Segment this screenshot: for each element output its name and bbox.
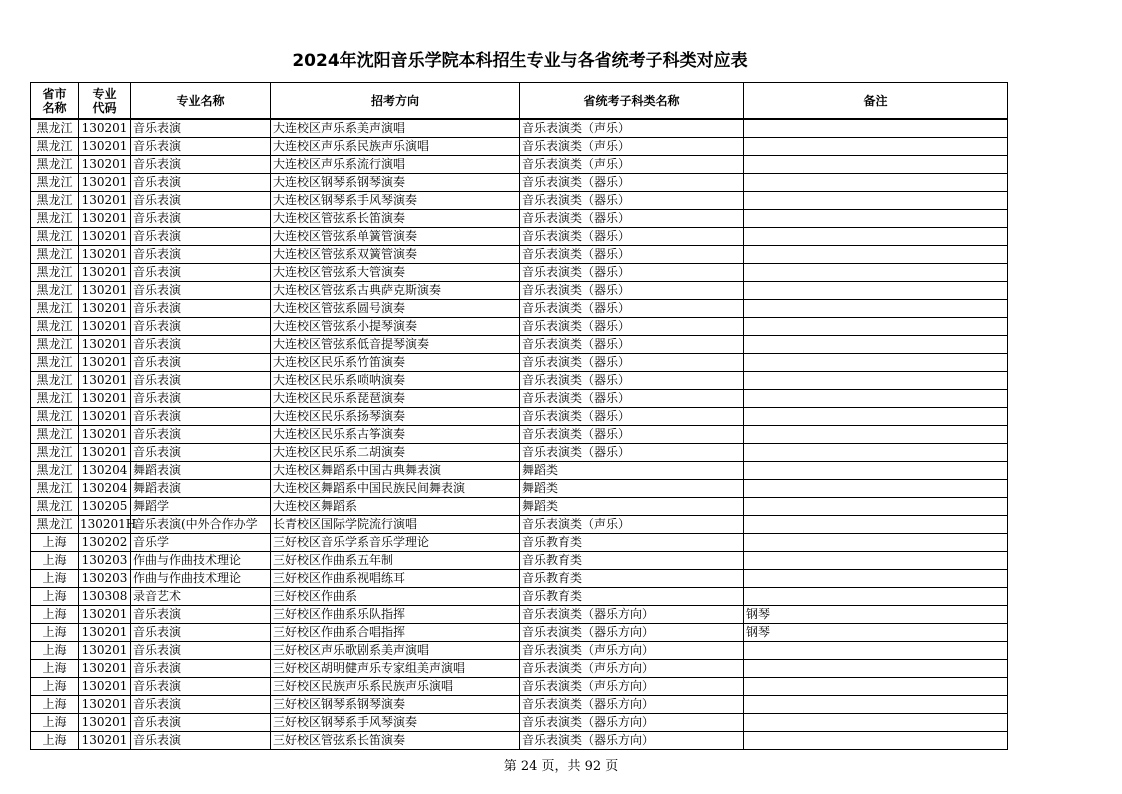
subject-cell: 音乐教育类: [520, 534, 744, 552]
direction-cell: 三好校区声乐歌剧系美声演唱: [271, 642, 520, 660]
subject-cell: 音乐表演类（器乐）: [520, 372, 744, 390]
note-cell: [744, 462, 1008, 480]
note-cell: [744, 642, 1008, 660]
table-row: [31, 480, 1008, 498]
major-cell: 音乐表演: [131, 372, 271, 390]
code-cell: 130308: [79, 588, 131, 606]
province-cell: 黑龙江: [31, 462, 79, 480]
province-cell: 黑龙江: [31, 372, 79, 390]
subject-cell: 音乐表演类（器乐）: [520, 318, 744, 336]
province-cell: 黑龙江: [31, 480, 79, 498]
province-cell: 黑龙江: [31, 174, 79, 192]
province-cell: 上海: [31, 696, 79, 714]
subject-cell: 音乐表演类（器乐）: [520, 282, 744, 300]
major-cell: 音乐表演: [131, 174, 271, 192]
code-cell: 130201: [79, 660, 131, 678]
table-row: [31, 318, 1008, 336]
subject-cell: 音乐表演类（器乐）: [520, 390, 744, 408]
code-cell: 130203: [79, 552, 131, 570]
major-cell: 音乐表演: [131, 156, 271, 174]
major-cell: 音乐表演: [131, 642, 271, 660]
code-cell: 130204: [79, 462, 131, 480]
table-row: [31, 624, 1008, 642]
note-cell: [744, 336, 1008, 354]
page-footer: 第 24 页，共 92 页: [503, 759, 619, 774]
province-cell: 黑龙江: [31, 192, 79, 210]
province-cell: 黑龙江: [31, 498, 79, 516]
major-cell: 音乐表演: [131, 264, 271, 282]
direction-cell: 三好校区钢琴系钢琴演奏: [271, 696, 520, 714]
table-row: [31, 606, 1008, 624]
major-cell: 音乐表演: [131, 714, 271, 732]
code-cell: 130201: [79, 444, 131, 462]
subject-cell: 音乐表演类（声乐）: [520, 156, 744, 174]
header-province-label: 省市 名称: [42, 86, 67, 115]
code-cell: 130201: [79, 606, 131, 624]
note-cell: 钢琴: [744, 624, 1008, 642]
subject-cell: 音乐表演类（声乐方向）: [520, 678, 744, 696]
direction-cell: 三好校区胡明健声乐专家组美声演唱: [271, 660, 520, 678]
direction-cell: 三好校区作曲系: [271, 588, 520, 606]
code-cell: 130201: [79, 318, 131, 336]
province-cell: 上海: [31, 678, 79, 696]
table-row: [31, 570, 1008, 588]
direction-cell: 大连校区钢琴系手风琴演奏: [271, 192, 520, 210]
note-cell: [744, 714, 1008, 732]
province-cell: 上海: [31, 552, 79, 570]
table-row: [31, 156, 1008, 174]
code-cell: 130204: [79, 480, 131, 498]
subject-cell: 音乐表演类（器乐）: [520, 228, 744, 246]
note-cell: [744, 498, 1008, 516]
header-code: [79, 83, 131, 120]
province-cell: 黑龙江: [31, 210, 79, 228]
major-cell: 音乐表演: [131, 354, 271, 372]
table-header-row: [31, 83, 1008, 120]
major-cell: 音乐表演: [131, 336, 271, 354]
subject-cell: 音乐表演类（器乐）: [520, 264, 744, 282]
province-cell: 黑龙江: [31, 318, 79, 336]
major-cell: 音乐表演: [131, 119, 271, 138]
major-cell: 音乐表演: [131, 660, 271, 678]
province-cell: 黑龙江: [31, 228, 79, 246]
major-cell: 音乐表演: [131, 678, 271, 696]
direction-cell: 大连校区民乐系古筝演奏: [271, 426, 520, 444]
table-row: [31, 174, 1008, 192]
table-row: [31, 246, 1008, 264]
direction-cell: 大连校区管弦系双簧管演奏: [271, 246, 520, 264]
table-body: [31, 119, 1008, 750]
code-cell: 130201: [79, 300, 131, 318]
note-cell: [744, 408, 1008, 426]
note-cell: [744, 119, 1008, 138]
subject-cell: 音乐教育类: [520, 588, 744, 606]
subject-cell: 音乐表演类（器乐）: [520, 354, 744, 372]
page-title: 2024年沈阳音乐学院本科招生专业与各省统考子科类对应表: [292, 51, 748, 71]
major-cell: 音乐表演: [131, 192, 271, 210]
subject-cell: 音乐表演类（器乐）: [520, 300, 744, 318]
province-cell: 黑龙江: [31, 444, 79, 462]
table-row: [31, 119, 1008, 138]
note-cell: [744, 264, 1008, 282]
province-cell: 黑龙江: [31, 408, 79, 426]
subject-cell: 音乐表演类（器乐）: [520, 408, 744, 426]
code-cell: 130201: [79, 678, 131, 696]
table-row: [31, 300, 1008, 318]
major-cell: 音乐表演: [131, 300, 271, 318]
note-cell: [744, 660, 1008, 678]
table-row: [31, 210, 1008, 228]
direction-cell: 大连校区管弦系大管演奏: [271, 264, 520, 282]
major-cell: 音乐表演: [131, 246, 271, 264]
major-cell: 音乐表演(中外合作办学: [131, 516, 271, 534]
note-cell: [744, 444, 1008, 462]
code-cell: 130201: [79, 696, 131, 714]
subject-cell: 音乐表演类（器乐方向）: [520, 732, 744, 750]
province-cell: 上海: [31, 606, 79, 624]
direction-cell: 大连校区舞蹈系中国古典舞表演: [271, 462, 520, 480]
major-cell: 音乐表演: [131, 696, 271, 714]
note-cell: [744, 228, 1008, 246]
note-cell: [744, 426, 1008, 444]
direction-cell: 大连校区民乐系竹笛演奏: [271, 354, 520, 372]
note-cell: [744, 552, 1008, 570]
direction-cell: 大连校区声乐系民族声乐演唱: [271, 138, 520, 156]
note-cell: [744, 516, 1008, 534]
major-cell: 舞蹈表演: [131, 480, 271, 498]
note-cell: [744, 156, 1008, 174]
province-cell: 黑龙江: [31, 282, 79, 300]
subject-cell: 音乐表演类（器乐）: [520, 210, 744, 228]
code-cell: 130201: [79, 246, 131, 264]
direction-cell: 三好校区民族声乐系民族声乐演唱: [271, 678, 520, 696]
header-code-label: 专业 代码: [92, 86, 117, 115]
code-cell: 130201: [79, 228, 131, 246]
direction-cell: 大连校区管弦系古典萨克斯演奏: [271, 282, 520, 300]
subject-cell: 音乐教育类: [520, 552, 744, 570]
header-major: 专业名称: [131, 83, 271, 120]
header-province: [31, 83, 79, 120]
major-cell: 舞蹈学: [131, 498, 271, 516]
direction-cell: 三好校区作曲系合唱指挥: [271, 624, 520, 642]
table-row: [31, 354, 1008, 372]
province-cell: 黑龙江: [31, 426, 79, 444]
subject-cell: 音乐表演类（器乐方向）: [520, 714, 744, 732]
table-row: [31, 678, 1008, 696]
note-cell: [744, 354, 1008, 372]
table-row: [31, 498, 1008, 516]
province-cell: 上海: [31, 714, 79, 732]
direction-cell: 大连校区民乐系琵琶演奏: [271, 390, 520, 408]
code-cell: 130201: [79, 714, 131, 732]
header-note: 备注: [744, 83, 1008, 120]
subject-cell: 音乐表演类（器乐方向）: [520, 606, 744, 624]
direction-cell: 三好校区作曲系五年制: [271, 552, 520, 570]
table-row: [31, 282, 1008, 300]
table-row: [31, 462, 1008, 480]
code-cell: 130201: [79, 408, 131, 426]
major-cell: 音乐表演: [131, 228, 271, 246]
table-row: [31, 390, 1008, 408]
direction-cell: 大连校区舞蹈系中国民族民间舞表演: [271, 480, 520, 498]
code-cell: 130201: [79, 390, 131, 408]
note-cell: [744, 282, 1008, 300]
direction-cell: 大连校区管弦系单簧管演奏: [271, 228, 520, 246]
majors-table: [30, 82, 1008, 750]
note-cell: [744, 318, 1008, 336]
direction-cell: 大连校区管弦系小提琴演奏: [271, 318, 520, 336]
subject-cell: 音乐表演类（声乐）: [520, 119, 744, 138]
direction-cell: 三好校区作曲系视唱练耳: [271, 570, 520, 588]
major-cell: 音乐表演: [131, 606, 271, 624]
subject-cell: 音乐表演类（器乐）: [520, 192, 744, 210]
table-row: [31, 534, 1008, 552]
note-cell: [744, 300, 1008, 318]
table-row: [31, 696, 1008, 714]
major-cell: 舞蹈表演: [131, 462, 271, 480]
subject-cell: 音乐表演类（声乐）: [520, 138, 744, 156]
subject-cell: 音乐表演类（声乐）: [520, 516, 744, 534]
major-cell: 音乐表演: [131, 138, 271, 156]
table-row: [31, 714, 1008, 732]
table-row: [31, 426, 1008, 444]
code-cell: 130201: [79, 282, 131, 300]
subject-cell: 音乐表演类（器乐）: [520, 336, 744, 354]
subject-cell: 舞蹈类: [520, 480, 744, 498]
code-cell: 130201: [79, 354, 131, 372]
subject-cell: 舞蹈类: [520, 462, 744, 480]
note-cell: [744, 192, 1008, 210]
table-row: [31, 660, 1008, 678]
code-cell: 130201: [79, 624, 131, 642]
table-row: [31, 372, 1008, 390]
code-cell: 130201: [79, 138, 131, 156]
table-row: [31, 192, 1008, 210]
code-cell: 130205: [79, 498, 131, 516]
code-cell: 130202: [79, 534, 131, 552]
major-cell: 作曲与作曲技术理论: [131, 570, 271, 588]
province-cell: 黑龙江: [31, 354, 79, 372]
direction-cell: 大连校区民乐系二胡演奏: [271, 444, 520, 462]
major-cell: 作曲与作曲技术理论: [131, 552, 271, 570]
note-cell: [744, 138, 1008, 156]
code-cell: 130201: [79, 192, 131, 210]
province-cell: 黑龙江: [31, 336, 79, 354]
direction-cell: 三好校区音乐学系音乐学理论: [271, 534, 520, 552]
code-cell: 130201: [79, 156, 131, 174]
code-cell: 130201: [79, 210, 131, 228]
direction-cell: 大连校区管弦系低音提琴演奏: [271, 336, 520, 354]
province-cell: 黑龙江: [31, 246, 79, 264]
province-cell: 上海: [31, 642, 79, 660]
major-cell: 音乐表演: [131, 210, 271, 228]
major-cell: 音乐表演: [131, 408, 271, 426]
table-row: [31, 336, 1008, 354]
note-cell: [744, 534, 1008, 552]
code-cell: 130201: [79, 732, 131, 750]
subject-cell: 音乐表演类（器乐方向）: [520, 696, 744, 714]
code-cell: 130201: [79, 642, 131, 660]
major-cell: 音乐表演: [131, 624, 271, 642]
major-cell: 音乐表演: [131, 390, 271, 408]
province-cell: 黑龙江: [31, 390, 79, 408]
direction-cell: 三好校区钢琴系手风琴演奏: [271, 714, 520, 732]
subject-cell: 音乐表演类（器乐）: [520, 174, 744, 192]
code-cell: 130201: [79, 174, 131, 192]
header-direction: 招考方向: [271, 83, 520, 120]
direction-cell: 大连校区舞蹈系: [271, 498, 520, 516]
subject-cell: 音乐表演类（器乐）: [520, 246, 744, 264]
direction-cell: 长青校区国际学院流行演唱: [271, 516, 520, 534]
province-cell: 上海: [31, 732, 79, 750]
table-row: [31, 732, 1008, 750]
major-cell: 音乐表演: [131, 444, 271, 462]
table-row: [31, 138, 1008, 156]
table-row: [31, 588, 1008, 606]
note-cell: [744, 390, 1008, 408]
major-cell: 录音艺术: [131, 588, 271, 606]
province-cell: 上海: [31, 624, 79, 642]
note-cell: [744, 588, 1008, 606]
table-row: [31, 264, 1008, 282]
province-cell: 黑龙江: [31, 138, 79, 156]
direction-cell: 大连校区声乐系流行演唱: [271, 156, 520, 174]
direction-cell: 三好校区管弦系长笛演奏: [271, 732, 520, 750]
note-cell: [744, 372, 1008, 390]
province-cell: 黑龙江: [31, 119, 79, 138]
code-cell: 130201: [79, 119, 131, 138]
province-cell: 黑龙江: [31, 516, 79, 534]
table-row: [31, 642, 1008, 660]
note-cell: [744, 732, 1008, 750]
code-cell: 130203: [79, 570, 131, 588]
major-cell: 音乐学: [131, 534, 271, 552]
table-row: [31, 516, 1008, 534]
major-cell: 音乐表演: [131, 732, 271, 750]
province-cell: 上海: [31, 660, 79, 678]
note-cell: [744, 480, 1008, 498]
direction-cell: 大连校区管弦系圆号演奏: [271, 300, 520, 318]
province-cell: 上海: [31, 588, 79, 606]
note-cell: [744, 570, 1008, 588]
province-cell: 上海: [31, 534, 79, 552]
direction-cell: 大连校区民乐系唢呐演奏: [271, 372, 520, 390]
table-row: [31, 408, 1008, 426]
province-cell: 黑龙江: [31, 156, 79, 174]
code-cell: 130201: [79, 372, 131, 390]
code-cell: 130201H: [79, 516, 131, 534]
major-cell: 音乐表演: [131, 282, 271, 300]
subject-cell: 音乐表演类（声乐方向）: [520, 642, 744, 660]
table-row: [31, 552, 1008, 570]
subject-cell: 音乐表演类（声乐方向）: [520, 660, 744, 678]
code-cell: 130201: [79, 426, 131, 444]
header-subject: 省统考子科类名称: [520, 83, 744, 120]
province-cell: 黑龙江: [31, 264, 79, 282]
note-cell: [744, 678, 1008, 696]
code-cell: 130201: [79, 336, 131, 354]
direction-cell: 三好校区作曲系乐队指挥: [271, 606, 520, 624]
subject-cell: 音乐表演类（器乐）: [520, 444, 744, 462]
note-cell: [744, 246, 1008, 264]
direction-cell: 大连校区管弦系长笛演奏: [271, 210, 520, 228]
subject-cell: 音乐表演类（器乐）: [520, 426, 744, 444]
table-row: [31, 444, 1008, 462]
note-cell: 钢琴: [744, 606, 1008, 624]
province-cell: 上海: [31, 570, 79, 588]
direction-cell: 大连校区民乐系扬琴演奏: [271, 408, 520, 426]
note-cell: [744, 174, 1008, 192]
province-cell: 黑龙江: [31, 300, 79, 318]
note-cell: [744, 696, 1008, 714]
subject-cell: 音乐表演类（器乐方向）: [520, 624, 744, 642]
subject-cell: 舞蹈类: [520, 498, 744, 516]
direction-cell: 大连校区声乐系美声演唱: [271, 119, 520, 138]
table-row: [31, 228, 1008, 246]
subject-cell: 音乐教育类: [520, 570, 744, 588]
major-cell: 音乐表演: [131, 426, 271, 444]
direction-cell: 大连校区钢琴系钢琴演奏: [271, 174, 520, 192]
note-cell: [744, 210, 1008, 228]
major-cell: 音乐表演: [131, 318, 271, 336]
code-cell: 130201: [79, 264, 131, 282]
